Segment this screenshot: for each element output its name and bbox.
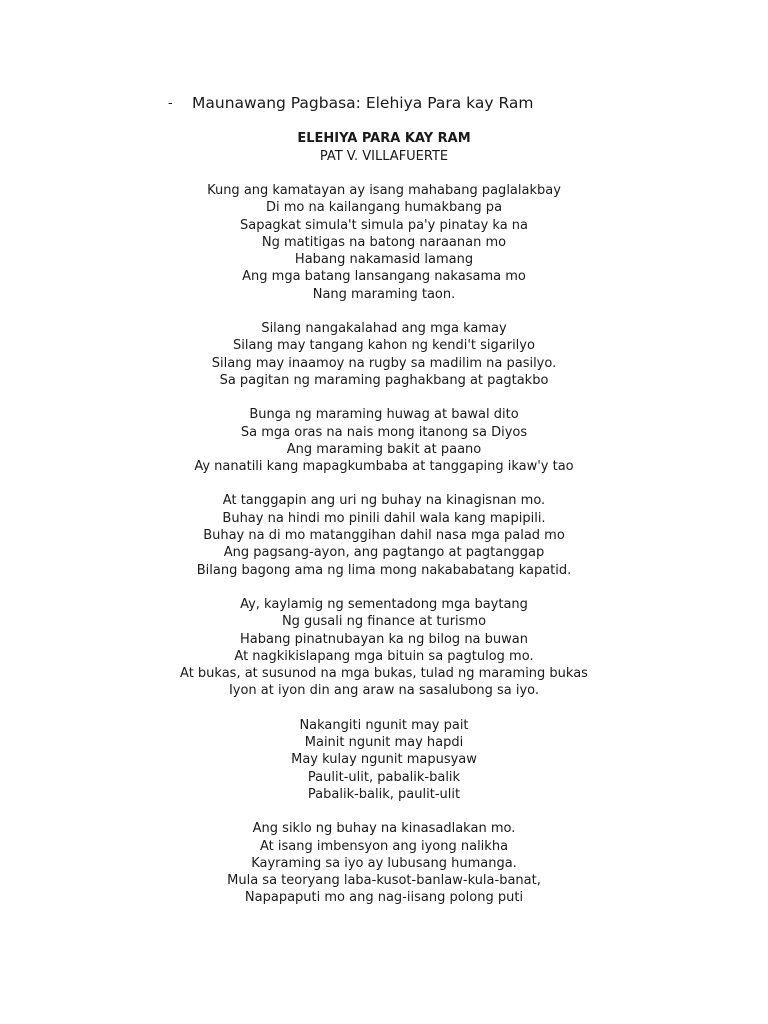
poem-line: Mula sa teoryang laba-kusot-banlaw-kula-banat, [227,873,541,889]
poem-line: Nang maraming taon. [312,286,456,302]
poem-line: Nakangiti ngunit may pait [299,717,469,733]
poem-title: ELEHIYA PARA KAY RAM [297,131,471,146]
poem-line: Ng matitigas na batong naraanan mo [261,234,507,250]
stanza [0,596,768,700]
section-heading [0,92,768,116]
poem-line: May kulay ngunit mapusyaw [291,752,477,768]
poem-line: Kayraming sa iyo ay lubusang humanga. [251,855,517,871]
poem-line: Napapaputi mo ang nag-iisang polong puti [244,890,524,906]
poem-line: Di mo na kailangang humakbang pa [265,200,503,216]
poem-line: Pabalik-balik, paulit-ulit [307,786,461,802]
poem-line: Sapagkat simula't simula pa'y pinatay ka na [239,217,529,233]
poem-line: Ang mga batang lansangang nakasama mo [242,269,526,285]
poem-line: Ng gusali ng finance at turismo [281,614,487,630]
section-heading-text: Maunawang Pagbasa: Elehiya Para kay Ram [192,94,534,112]
poem-line: Habang pinatnubayan ka ng bilog na buwan [240,631,528,647]
poem-line: Kung ang kamatayan ay isang mahabang paglalakbay [207,183,561,198]
poem-line: At bukas, at susunod na mga bukas, tulad ng maraming bukas [180,666,588,682]
stanza [0,820,768,906]
poem-line: Silang may inaamoy na rugby sa madilim na pasilyo. [211,355,557,371]
stanza [0,406,768,475]
stanza [0,320,768,389]
poem-line: Ay nanatili kang mapagkumbaba at tanggaping ikaw'y tao [194,459,574,475]
poem [0,130,768,924]
poem-author: PAT V. VILLAFUERTE [319,149,449,164]
bullet-marker: - [168,96,173,111]
poem-stanzas [0,182,768,907]
poem-line: Iyon at iyon din ang araw na sasalubong sa iyo. [228,683,540,699]
poem-line: Ang siklo ng buhay na kinasadlakan mo. [252,821,516,837]
poem-line: Mainit ngunit may hapdi [304,735,464,751]
poem-line: Ang maraming bakit at paano [286,441,482,457]
poem-line: Silang may tangang kahon ng kendi't sigarilyo [233,338,535,354]
poem-line: At isang imbensyon ang iyong nalikha [259,838,509,854]
poem-line: Sa pagitan ng maraming paghakbang at pagtakbo [219,372,549,388]
poem-line: Paulit-ulit, pabalik-balik [307,769,461,785]
poem-line: Bilang bagong ama ng lima mong nakababatang kapatid. [196,562,572,578]
stanza [0,492,768,578]
poem-line: Buhay na hindi mo pinili dahil wala kang mapipili. [222,510,546,526]
stanza [0,717,768,803]
stanza [0,182,768,303]
poem-line: Ang pagsang-ayon, ang pagtango at pagtanggap [223,545,545,561]
poem-line: Ay, kaylamig ng sementadong mga baytang [240,596,528,612]
poem-line: Buhay na di mo matanggihan dahil nasa mga palad mo [203,528,565,544]
poem-line: Silang nangakalahad ang mga kamay [261,321,507,337]
poem-line: At nagkikislapang mga bituin sa pagtulog mo. [234,648,534,664]
poem-line: Bunga ng maraming huwag at bawal dito [249,407,519,423]
poem-line: Habang nakamasid lamang [294,252,474,268]
poem-line: At tanggapin ang uri ng buhay na kinagisnan mo. [222,493,546,509]
poem-line: Sa mga oras na nais mong itanong sa Diyos [240,424,528,440]
